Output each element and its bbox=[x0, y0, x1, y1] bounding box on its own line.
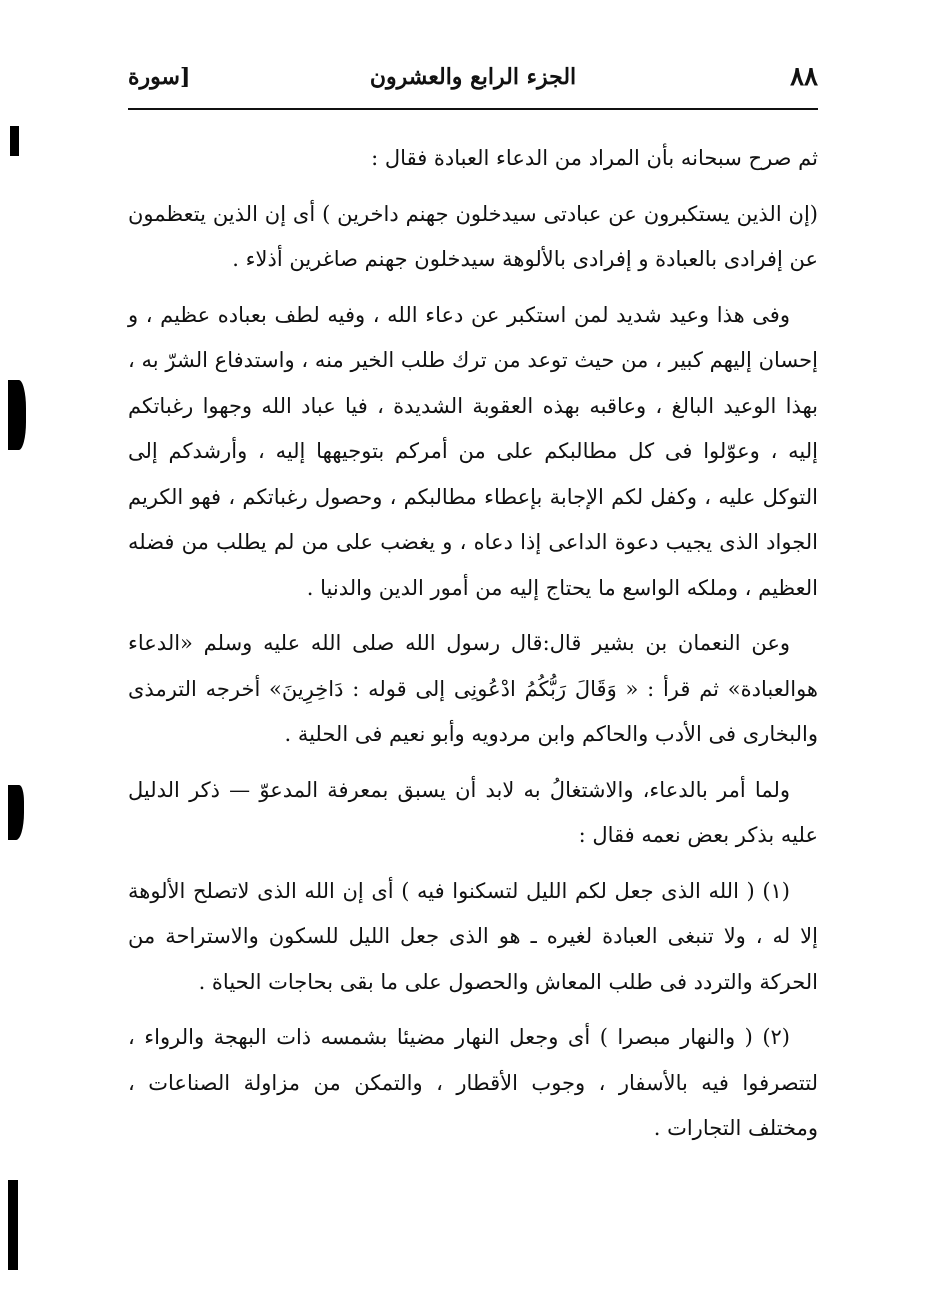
scan-edge-mark bbox=[10, 126, 19, 156]
paragraph: (٢) ( والنهار مبصرا ) أى وجعل النهار مضيئا بشمسه ذات البهجة والرواء ، لتتصرفوا فيه بالأسفار ، وجوب الأقطار ، والتمكن من مزاولة الصناعات ، ومختلف التجارات . bbox=[128, 1025, 818, 1140]
page-body bbox=[128, 136, 818, 1162]
scan-edge-mark bbox=[8, 785, 24, 840]
paragraph: ولما أمر بالدعاء، والاشتغالُ به لابد أن يسبق بمعرفة المدعوّ — ذكر الدليل عليه بذكر بعض نعمه فقال : bbox=[128, 777, 818, 847]
paragraph: ثم صرح سبحانه بأن المراد من الدعاء العبادة فقال : bbox=[371, 146, 818, 170]
paragraph: (١) ( الله الذى جعل لكم الليل لتسكنوا فيه ) أى إن الله الذى لاتصلح الألوهة إلا له ، ولا تنبغى العبادة لغيره ـ هو الذى جعل الليل للسكون والاستراحة من الحركة والتردد فى طلب المعاش والحصول على ما بقى بحاجات الحياة . bbox=[128, 878, 818, 994]
scan-edge-mark bbox=[8, 1180, 18, 1270]
paragraph: (إن الذين يستكبرون عن عبادتى سيدخلون جهنم داخرين ) أى إن الذين يتعظمون عن إفرادى بالعبادة و إفرادى بالألوهة سيدخلون جهنم صاغرين أذلاء . bbox=[128, 201, 818, 271]
page-header bbox=[128, 58, 818, 106]
running-title: الجزء الرابع والعشرون bbox=[369, 64, 577, 90]
page-number: ٨٨ bbox=[790, 62, 818, 92]
surah-label: [سورة bbox=[128, 64, 191, 90]
header-divider bbox=[128, 108, 818, 110]
scan-edge-mark bbox=[8, 380, 26, 450]
paragraph: وعن النعمان بن بشير قال:قال رسول الله صلى الله عليه وسلم «الدعاء هوالعبادة» ثم قرأ : « وَقَالَ رَبُّكُمُ ادْعُونِى إلى قوله : دَاخِرِينَ» أخرجه الترمذى والبخارى فى الأدب والحاكم وابن مردويه وأبو نعيم فى الحلية . bbox=[128, 631, 818, 746]
paragraph: وفى هذا وعيد شديد لمن استكبر عن دعاء الله ، وفيه لطف بعباده عظيم ، و إحسان إليهم كبير ، من حيث توعد من ترك طلب الخير منه ، واستدفاع الشرّ به ، بهذا الوعيد البالغ ، وعاقبه بهذه العقوبة الشديدة ، فيا عباد الله وجهوا رغباتكم إليه ، وعوّلوا فى كل مطالبكم على من أمركم بتوجيهها إليه ، وأرشدكم إلى التوكل عليه ، وكفل لكم الإجابة بإعطاء مطالبكم ، وحصول رغباتكم ، فهو الكريم الجواد الذى يجيب دعوة الداعى إذا دعاه ، و يغضب على من لم يطلب من فضله العظيم ، وملكه الواسع ما يحتاج إليه من أمور الدين والدنيا . bbox=[128, 302, 818, 600]
